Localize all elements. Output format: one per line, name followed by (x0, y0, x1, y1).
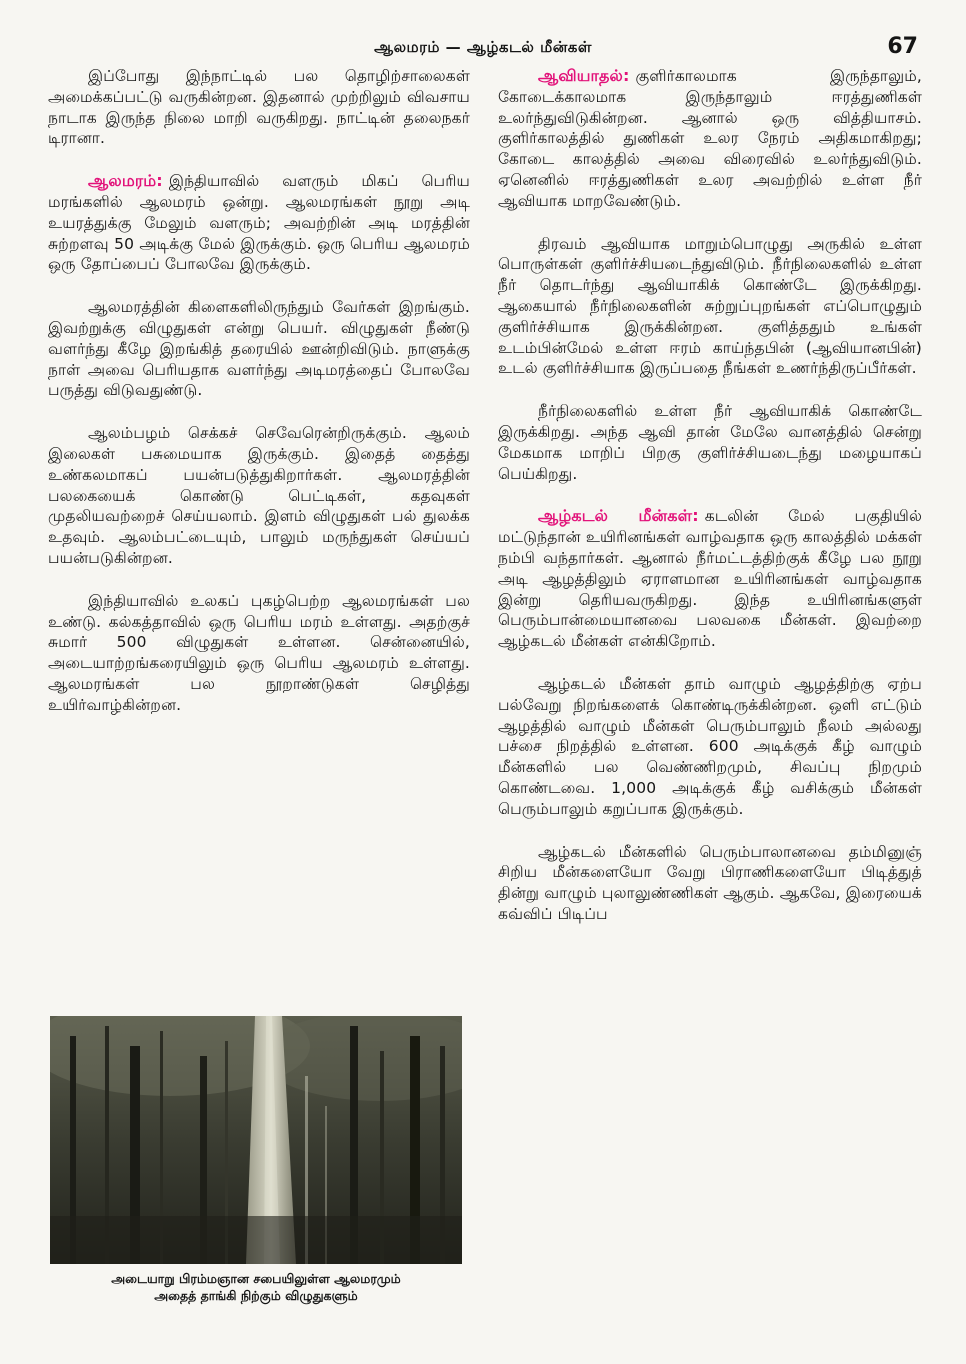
left-column (48, 66, 470, 716)
paragraph (498, 842, 922, 925)
paragraph (498, 674, 922, 820)
paragraph (498, 66, 922, 212)
paragraph (498, 506, 922, 652)
caption-line: அடையாறு பிரம்மஞான சபையிலுள்ள ஆலமரமும் (111, 1271, 401, 1286)
photo-caption (50, 1270, 462, 1304)
paragraph (498, 234, 922, 380)
running-title: ஆலமரம் — ஆழ்கடல் மீன்கள் (374, 38, 592, 56)
paragraph-text: ஆலம்பழம் செக்கச் செவேரென்றிருக்கும். ஆலம் இலைகள் பசுமையாக இருக்கும். இதைத் தைத்து உண்கலமாகப் பயன்படுத்துகிறார்கள். ஆலமரத்தின் பலகையைக் கொண்டு பெட்டிகள், கதவுகள் முதலியவற்றைச் செய்யலாம். இளம் விழுதுகள் பல் துலக்க உதவும். ஆலம்பட்டையும், பாலும் மருந்துகள் செய்யப் பயன்படுகின்றன. (48, 424, 470, 567)
paragraph (48, 66, 470, 149)
section-heading: ஆவியாதல்: (538, 66, 630, 85)
paragraph-text: திரவம் ஆவியாக மாறும்பொழுது அருகில் உள்ள பொருள்கள் குளிர்ச்சியடைந்துவிடும். நீர்நிலைகளில் உள்ள நீர் தொடர்ந்து ஆவியாகிக் கொண்டே இருக்கிறது. ஆகையால் நீர்நிலைகளின் சுற்றுப்புறங்கள் எப்பொழுதும் குளிர்ச்சியாக இருக்கின்றன. குளித்ததும் உங்கள் உடம்பின்மேல் உள்ள ஈரம் காய்ந்தபின் (ஆவியானபின்) உடல் குளிர்ச்சியாக இருப்பதை நீங்கள் உணர்ந்திருப்பீர்கள். (498, 234, 922, 378)
caption-line: அதைத் தாங்கி நிற்கும் விழுதுகளும் (154, 1288, 358, 1303)
paragraph-text: ஆழ்கடல் மீன்கள் தாம் வாழும் ஆழத்திற்கு ஏற்ப பல்வேறு நிறங்களைக் கொண்டிருக்கின்றன. ஒளி எட்டும் ஆழத்தில் வாழும் மீன்கள் பெரும்பாலும் நீலம் அல்லது பச்சை நிறத்தில் உள்ளன. 600 அடிக்குக் கீழ் வாழும் மீன்களில் பல வெண்ணிறமும், சிவப்பு நிறமும் கொண்டவை. 1,000 அடிக்குக் கீழ் வசிக்கும் மீன்கள் பெரும்பாலும் கறுப்பாக இருக்கும். (498, 674, 922, 818)
paragraph (498, 401, 922, 484)
paragraph (48, 423, 470, 569)
paragraph (48, 171, 470, 275)
banyan-tree-photo (50, 1016, 462, 1264)
paragraph-text: குளிர்காலமாக இருந்தாலும், கோடைக்காலமாக இருந்தாலும் ஈரத்துணிகள் உலர்ந்துவிடுகின்றன. ஆனால் ஒரு வித்தியாசம். குளிர்காலத்தில் துணிகள் உலர நேரம் அதிகமாகிறது; கோடை காலத்தில் அவை விரைவில் உலர்ந்துவிடும். ஏனெனில் ஈரத்துணிகள் உலர அவற்றில் உள்ள நீர் ஆவியாக மாறவேண்டும். (498, 67, 922, 210)
section-heading: ஆலமரம்: (88, 171, 163, 191)
paragraph (48, 297, 470, 401)
paragraph-text: நீர்நிலைகளில் உள்ள நீர் ஆவியாகிக் கொண்டே இருக்கிறது. அந்த ஆவி தான் மேலே வானத்தில் சென்று மேகமாக மாறிப் பிறகு குளிர்ச்சியடைந்து மழையாகப் பெய்கிறது. (498, 402, 922, 483)
photo-illustration (50, 1016, 462, 1264)
paragraph-text: இந்தியாவில் வளரும் மிகப் பெரிய மரங்களில் ஆலமரம் ஒன்று. ஆலமரங்கள் நூறு அடி உயரத்துக்கு மேலும் வளரும்; அவற்றின் அடி மரத்தின் சுற்றளவு 50 அடிக்கு மேல் இருக்கும். ஒரு பெரிய ஆலமரம் ஒரு தோப்பைப் போலவே இருக்கும். (48, 172, 470, 274)
section-heading: ஆழ்கடல் மீன்கள்: (538, 506, 699, 526)
right-column (498, 66, 922, 925)
paragraph-text: இந்தியாவில் உலகப் புகழ்பெற்ற ஆலமரங்கள் பல உண்டு. கல்கத்தாவில் ஒரு பெரிய மரம் உள்ளது. அதற்குச் சுமார் 500 விழுதுகள் உள்ளன. சென்னையில், அடையாற்றங்கரையிலும் ஒரு பெரிய ஆலமரம் உள்ளது. ஆலமரங்கள் பல நூறாண்டுகள் செழித்து உயிர்வாழ்கின்றன. (48, 591, 470, 714)
paragraph-text: இப்போது இந்நாட்டில் பல தொழிற்சாலைகள் அமைக்கப்பட்டு வருகின்றன. இதனால் முற்றிலும் விவசாய நாடாக இருந்த நிலை மாறி வருகிறது. நாட்டின் தலைநகர் டிரானா. (48, 67, 470, 148)
page-header (0, 34, 966, 64)
paragraph-text: கடலின் மேல் பகுதியில் மட்டுந்தான் உயிரினங்கள் வாழ்வதாக ஒரு காலத்தில் மக்கள் நம்பி வந்தார்கள். ஆனால் நீர்மட்டத்திற்குக் கீழே பல நூறு அடி ஆழத்திலும் ஏராளமான உயிரினங்கள் வாழ்வதாக இன்று தெரியவருகிறது. இந்த உயிரினங்களுள் பெரும்பான்மையானவை பலவகை மீன்கள். இவற்றை ஆழ்கடல் மீன்கள் என்கிறோம். (498, 507, 922, 651)
paragraph (48, 591, 470, 716)
page-number: 67 (887, 34, 918, 59)
paragraph-text: ஆழ்கடல் மீன்களில் பெரும்பாலானவை தம்மினுஞ் சிறிய மீன்களையோ வேறு பிராணிகளையோ பிடித்துத் தின்று வாழும் புலாலுண்ணிகள் ஆகும். ஆகவே, இரையைக் கவ்விப் பிடிப்ப (498, 842, 922, 923)
paragraph-text: ஆலமரத்தின் கிளைகளிலிருந்தும் வேர்கள் இறங்கும். இவற்றுக்கு விழுதுகள் என்று பெயர். விழுதுகள் நீண்டு வளர்ந்து கீழே இறங்கித் தரையில் ஊன்றிவிடும். நாளுக்கு நாள் அவை பெரியதாக வளர்ந்து அடிமரத்தைப் போலவே பருத்து விடுவதுண்டு. (48, 298, 470, 400)
